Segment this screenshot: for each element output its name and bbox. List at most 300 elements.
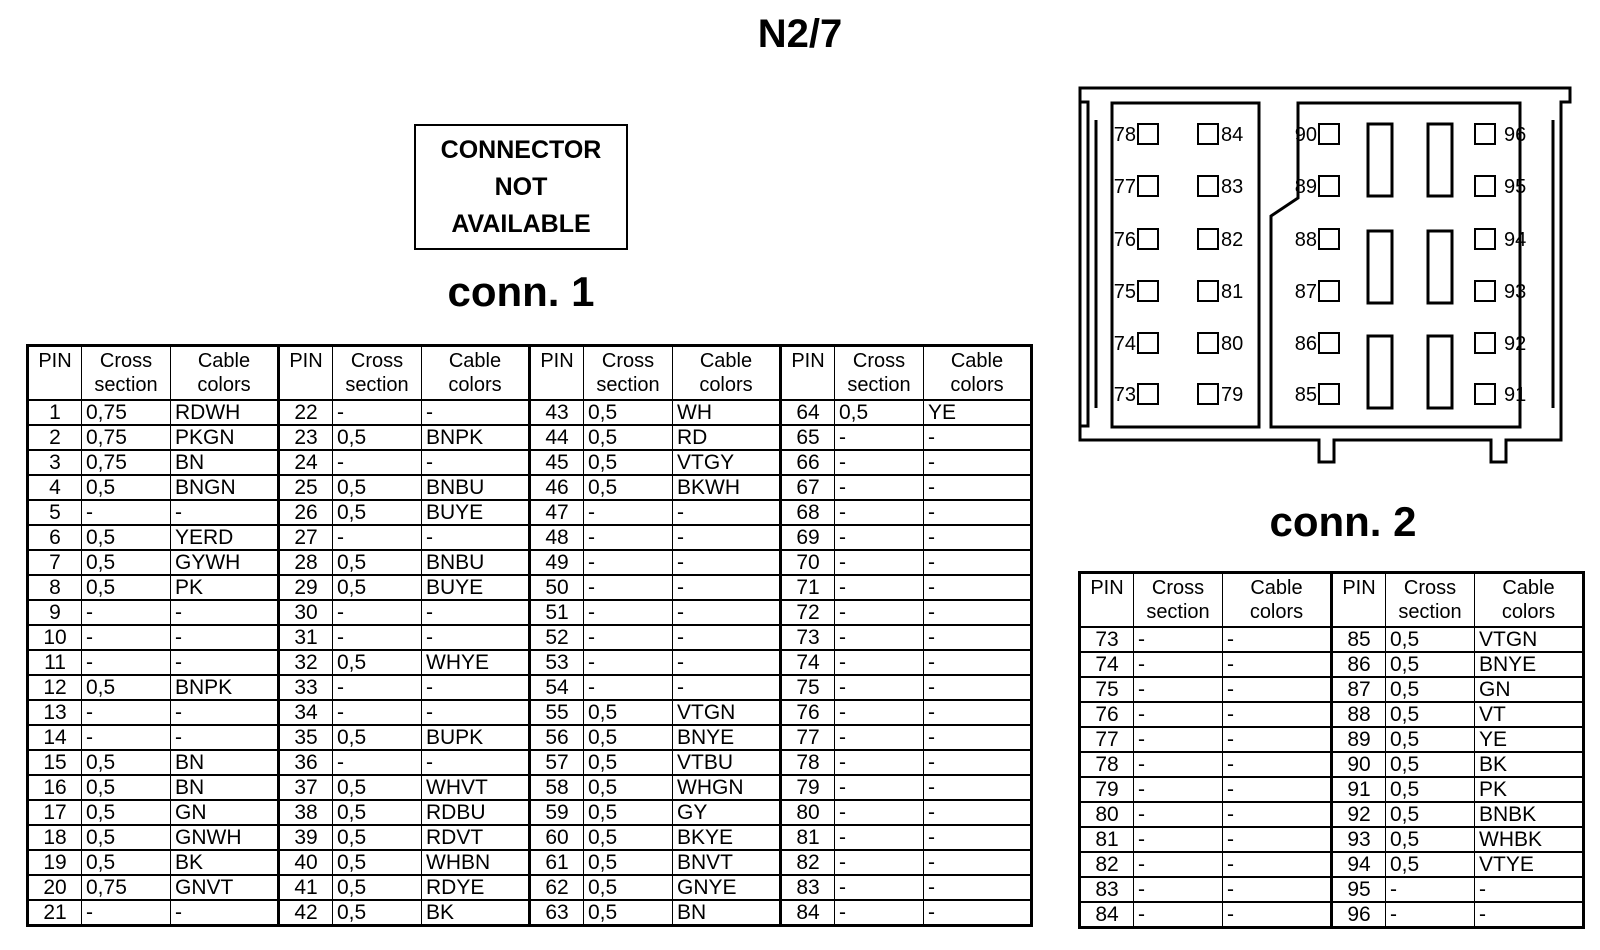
cable-color-cell: - <box>924 425 1032 450</box>
pin-number-cell: 95 <box>1332 877 1386 902</box>
cable-color-cell: - <box>1223 752 1332 777</box>
table-row <box>28 475 1032 500</box>
pin-slot-channel <box>1428 231 1452 303</box>
pin-slot-channel <box>1428 124 1452 196</box>
pin-number-cell: 16 <box>28 775 82 800</box>
pin-socket <box>1198 176 1218 196</box>
cable-color-cell: GNYE <box>673 875 781 900</box>
conn1-pin-table <box>26 344 1033 927</box>
cross-section-cell: - <box>333 675 422 700</box>
cable-color-cell: BN <box>171 775 279 800</box>
cable-color-cell: - <box>924 500 1032 525</box>
cable-colors-header: Cable colors <box>673 346 781 401</box>
cable-color-cell: WHVT <box>422 775 530 800</box>
cross-section-cell: 0,5 <box>82 800 171 825</box>
cross-section-cell: - <box>1134 627 1223 652</box>
cross-section-cell: - <box>82 500 171 525</box>
table-row <box>28 625 1032 650</box>
cable-color-cell: - <box>171 600 279 625</box>
table-row <box>28 775 1032 800</box>
cable-color-cell: BK <box>171 850 279 875</box>
cross-section-cell: 0,75 <box>82 450 171 475</box>
pin-number-cell: 28 <box>279 550 333 575</box>
pin-number-cell: 77 <box>781 725 835 750</box>
pin-number-cell: 74 <box>781 650 835 675</box>
cable-color-cell: RDWH <box>171 400 279 425</box>
cross-section-cell: - <box>1134 777 1223 802</box>
cable-color-cell: BNBK <box>1475 802 1584 827</box>
cross-section-cell: 0,5 <box>82 675 171 700</box>
table-row <box>28 650 1032 675</box>
cable-color-cell: GNWH <box>171 825 279 850</box>
pin-number-cell: 86 <box>1332 652 1386 677</box>
pin-number-cell: 89 <box>1332 727 1386 752</box>
table-header-row <box>1080 573 1584 628</box>
pin-number-cell: 47 <box>530 500 584 525</box>
cross-section-cell: 0,5 <box>333 850 422 875</box>
pin-label: 86 <box>1294 333 1317 355</box>
pin-number-cell: 96 <box>1332 902 1386 928</box>
cable-color-cell: - <box>673 650 781 675</box>
cable-color-cell: - <box>924 650 1032 675</box>
pin-number-cell: 80 <box>1080 802 1134 827</box>
cross-section-header: Cross section <box>82 346 171 401</box>
pin-number-cell: 79 <box>1080 777 1134 802</box>
cross-section-header: Cross section <box>835 346 924 401</box>
cross-section-cell: 0,5 <box>1386 852 1475 877</box>
pin-label: 79 <box>1221 384 1244 406</box>
pin-number-cell: 56 <box>530 725 584 750</box>
cable-color-cell: - <box>924 850 1032 875</box>
cable-color-cell: - <box>924 625 1032 650</box>
cable-color-cell: - <box>1223 877 1332 902</box>
cross-section-cell: 0,5 <box>82 475 171 500</box>
table-row <box>28 525 1032 550</box>
pin-number-cell: 78 <box>1080 752 1134 777</box>
pin-number-cell: 5 <box>28 500 82 525</box>
cable-color-cell: - <box>171 500 279 525</box>
cross-section-cell: 0,5 <box>333 800 422 825</box>
pin-socket <box>1475 384 1495 404</box>
cross-section-cell: - <box>835 775 924 800</box>
pin-number-cell: 30 <box>279 600 333 625</box>
table-row <box>1080 702 1584 727</box>
pin-socket <box>1198 229 1218 249</box>
pin-slot-channel <box>1368 336 1392 408</box>
cross-section-cell: 0,5 <box>584 475 673 500</box>
pin-number-cell: 36 <box>279 750 333 775</box>
pin-socket <box>1198 281 1218 301</box>
cable-color-cell: PKGN <box>171 425 279 450</box>
pin-number-cell: 81 <box>1080 827 1134 852</box>
cable-color-cell: - <box>673 600 781 625</box>
cable-color-cell: BN <box>171 450 279 475</box>
pin-label: 83 <box>1221 176 1244 198</box>
pin-label: 80 <box>1221 333 1244 355</box>
conn2-label: conn. 2 <box>1269 498 1417 545</box>
cable-color-cell: VTGN <box>673 700 781 725</box>
cable-color-cell: - <box>673 675 781 700</box>
pin-number-cell: 25 <box>279 475 333 500</box>
pin-number-cell: 67 <box>781 475 835 500</box>
pin-number-cell: 35 <box>279 725 333 750</box>
cross-section-cell: 0,5 <box>584 875 673 900</box>
table-row <box>1080 627 1584 652</box>
cable-color-cell: BNGN <box>171 475 279 500</box>
pin-socket <box>1138 229 1158 249</box>
cable-color-cell: - <box>924 700 1032 725</box>
cross-section-cell: 0,5 <box>1386 677 1475 702</box>
cable-color-cell: VTBU <box>673 750 781 775</box>
cross-section-cell: 0,5 <box>1386 727 1475 752</box>
pin-socket <box>1475 333 1495 353</box>
cross-section-cell: 0,5 <box>584 800 673 825</box>
cross-section-cell: - <box>1134 727 1223 752</box>
pin-header: PIN <box>530 346 584 401</box>
cable-color-cell: RDYE <box>422 875 530 900</box>
pin-socket <box>1475 229 1495 249</box>
cross-section-cell: - <box>1134 677 1223 702</box>
pin-socket <box>1198 333 1218 353</box>
pin-number-cell: 85 <box>1332 627 1386 652</box>
cross-section-cell: 0,75 <box>82 400 171 425</box>
pin-header: PIN <box>781 346 835 401</box>
cross-section-cell: - <box>333 525 422 550</box>
cross-section-cell: 0,5 <box>1386 652 1475 677</box>
pin-number-cell: 55 <box>530 700 584 725</box>
cross-section-cell: 0,5 <box>584 900 673 926</box>
table-row <box>1080 752 1584 777</box>
pin-block-right-outline <box>1271 103 1520 427</box>
pin-number-cell: 74 <box>1080 652 1134 677</box>
cross-section-cell: - <box>584 675 673 700</box>
cross-section-cell: - <box>82 900 171 926</box>
pin-number-cell: 73 <box>1080 627 1134 652</box>
cable-color-cell: - <box>1223 627 1332 652</box>
cable-color-cell: GYWH <box>171 550 279 575</box>
table-row <box>1080 727 1584 752</box>
cross-section-cell: 0,5 <box>584 725 673 750</box>
pin-socket <box>1138 176 1158 196</box>
cross-section-cell: 0,5 <box>333 775 422 800</box>
cable-color-cell: - <box>422 450 530 475</box>
cable-color-cell: - <box>673 525 781 550</box>
cable-color-cell: BUPK <box>422 725 530 750</box>
cross-section-cell: 0,5 <box>333 725 422 750</box>
cable-color-cell: - <box>171 725 279 750</box>
table-row <box>28 425 1032 450</box>
cross-section-cell: 0,5 <box>333 875 422 900</box>
pin-label: 75 <box>1113 281 1136 303</box>
pin-number-cell: 21 <box>28 900 82 926</box>
cross-section-cell: - <box>333 700 422 725</box>
cross-section-cell: - <box>1386 902 1475 928</box>
pin-number-cell: 81 <box>781 825 835 850</box>
cable-color-cell: - <box>924 600 1032 625</box>
cross-section-cell: - <box>333 750 422 775</box>
pin-label: 78 <box>1113 124 1136 146</box>
cable-color-cell: WH <box>673 400 781 425</box>
pin-socket <box>1198 384 1218 404</box>
cross-section-cell: - <box>835 900 924 926</box>
pin-header: PIN <box>1332 573 1386 628</box>
cable-color-cell: BNYE <box>673 725 781 750</box>
pin-number-cell: 82 <box>1080 852 1134 877</box>
pin-number-cell: 10 <box>28 625 82 650</box>
connector-pin-layout <box>1114 124 1527 406</box>
cross-section-cell: - <box>835 700 924 725</box>
pin-number-cell: 6 <box>28 525 82 550</box>
cable-color-cell: - <box>924 800 1032 825</box>
housing-side-rib <box>1096 120 1553 408</box>
pin-number-cell: 12 <box>28 675 82 700</box>
cross-section-cell: - <box>584 550 673 575</box>
cross-section-cell: 0,5 <box>333 650 422 675</box>
cable-color-cell: - <box>924 725 1032 750</box>
cable-color-cell: - <box>171 700 279 725</box>
cable-color-cell: - <box>422 400 530 425</box>
pin-number-cell: 46 <box>530 475 584 500</box>
cross-section-cell: 0,75 <box>82 875 171 900</box>
cross-section-cell: 0,5 <box>1386 702 1475 727</box>
cable-color-cell: - <box>924 825 1032 850</box>
table-row <box>28 850 1032 875</box>
pin-number-cell: 40 <box>279 850 333 875</box>
cross-section-cell: - <box>584 525 673 550</box>
cross-section-cell: - <box>835 525 924 550</box>
cross-section-cell: - <box>1134 902 1223 928</box>
cable-color-cell: - <box>924 550 1032 575</box>
table-row <box>28 600 1032 625</box>
page-title: N2/7 <box>757 12 843 56</box>
cable-color-cell: BNVT <box>673 850 781 875</box>
pin-label: 84 <box>1221 124 1244 146</box>
cross-section-cell: - <box>82 650 171 675</box>
cross-section-cell: 0,5 <box>82 525 171 550</box>
cable-color-cell: RDBU <box>422 800 530 825</box>
cable-color-cell: - <box>422 675 530 700</box>
cable-color-cell: BNPK <box>422 425 530 450</box>
pin-number-cell: 33 <box>279 675 333 700</box>
pin-number-cell: 20 <box>28 875 82 900</box>
pin-number-cell: 43 <box>530 400 584 425</box>
table-row <box>1080 852 1584 877</box>
pin-number-cell: 58 <box>530 775 584 800</box>
pin-number-cell: 50 <box>530 575 584 600</box>
cable-color-cell: BN <box>171 750 279 775</box>
cross-section-cell: - <box>835 750 924 775</box>
cable-color-cell: VTGN <box>1475 627 1584 652</box>
cable-color-cell: VT <box>1475 702 1584 727</box>
pin-number-cell: 77 <box>1080 727 1134 752</box>
cross-section-cell: 0,75 <box>82 425 171 450</box>
pin-number-cell: 57 <box>530 750 584 775</box>
cable-colors-header: Cable colors <box>422 346 530 401</box>
pin-label: 96 <box>1504 124 1527 146</box>
table-row <box>28 550 1032 575</box>
cable-color-cell: YE <box>924 400 1032 425</box>
pin-label: 76 <box>1113 229 1136 251</box>
pin-socket <box>1319 384 1339 404</box>
pin-number-cell: 63 <box>530 900 584 926</box>
cross-section-cell: 0,5 <box>333 475 422 500</box>
cable-color-cell: - <box>1223 777 1332 802</box>
cable-color-cell: BNBU <box>422 550 530 575</box>
pin-slot-channel <box>1368 231 1392 303</box>
cross-section-cell: - <box>1134 827 1223 852</box>
pin-number-cell: 91 <box>1332 777 1386 802</box>
cable-color-cell: - <box>673 575 781 600</box>
cable-color-cell: YE <box>1475 727 1584 752</box>
cross-section-cell: - <box>835 425 924 450</box>
cable-color-cell: BNYE <box>1475 652 1584 677</box>
pin-number-cell: 70 <box>781 550 835 575</box>
cross-section-cell: - <box>333 450 422 475</box>
cross-section-cell: 0,5 <box>82 575 171 600</box>
pin-number-cell: 76 <box>1080 702 1134 727</box>
cross-section-header: Cross section <box>584 346 673 401</box>
pin-number-cell: 68 <box>781 500 835 525</box>
pin-number-cell: 17 <box>28 800 82 825</box>
pin-label: 82 <box>1221 229 1244 251</box>
pin-number-cell: 59 <box>530 800 584 825</box>
pin-number-cell: 13 <box>28 700 82 725</box>
cable-color-cell: BKWH <box>673 475 781 500</box>
connector-not-available-box <box>414 124 628 250</box>
table-row <box>28 875 1032 900</box>
pin-header: PIN <box>28 346 82 401</box>
pin-number-cell: 72 <box>781 600 835 625</box>
pin-number-cell: 52 <box>530 625 584 650</box>
cable-color-cell: GN <box>1475 677 1584 702</box>
table-row <box>28 725 1032 750</box>
pin-number-cell: 83 <box>1080 877 1134 902</box>
pin-label: 95 <box>1504 176 1527 198</box>
pin-socket <box>1138 124 1158 144</box>
cross-section-cell: - <box>835 825 924 850</box>
pin-socket <box>1319 229 1339 249</box>
pin-number-cell: 78 <box>781 750 835 775</box>
table-row <box>28 675 1032 700</box>
cable-color-cell: WHGN <box>673 775 781 800</box>
pin-number-cell: 79 <box>781 775 835 800</box>
pin-number-cell: 41 <box>279 875 333 900</box>
cable-color-cell: - <box>422 750 530 775</box>
cross-section-cell: 0,5 <box>333 425 422 450</box>
cable-color-cell: - <box>1475 877 1584 902</box>
cross-section-cell: 0,5 <box>584 450 673 475</box>
pin-number-cell: 93 <box>1332 827 1386 852</box>
table-row <box>1080 777 1584 802</box>
cable-color-cell: - <box>924 525 1032 550</box>
pin-number-cell: 84 <box>1080 902 1134 928</box>
cable-color-cell: - <box>924 450 1032 475</box>
pin-number-cell: 24 <box>279 450 333 475</box>
cable-color-cell: BNBU <box>422 475 530 500</box>
cable-color-cell: - <box>924 875 1032 900</box>
cable-color-cell: - <box>422 525 530 550</box>
cross-section-cell: - <box>584 575 673 600</box>
pin-socket <box>1475 281 1495 301</box>
cross-section-cell: 0,5 <box>584 825 673 850</box>
cross-section-cell: - <box>82 625 171 650</box>
pin-socket <box>1198 124 1218 144</box>
pin-number-cell: 65 <box>781 425 835 450</box>
pin-number-cell: 82 <box>781 850 835 875</box>
pin-socket <box>1475 124 1495 144</box>
pin-number-cell: 62 <box>530 875 584 900</box>
cross-section-cell: - <box>82 600 171 625</box>
cable-color-cell: - <box>673 550 781 575</box>
cable-color-cell: BKYE <box>673 825 781 850</box>
cross-section-cell: 0,5 <box>82 775 171 800</box>
pin-socket <box>1138 333 1158 353</box>
pin-number-cell: 48 <box>530 525 584 550</box>
cable-color-cell: WHBK <box>1475 827 1584 852</box>
pin-block-left-outline <box>1112 103 1259 427</box>
cable-color-cell: GY <box>673 800 781 825</box>
cross-section-cell: 0,5 <box>333 550 422 575</box>
pin-number-cell: 32 <box>279 650 333 675</box>
pin-number-cell: 22 <box>279 400 333 425</box>
pin-label: 91 <box>1504 384 1527 406</box>
cable-color-cell: - <box>422 600 530 625</box>
table-row <box>28 750 1032 775</box>
pin-number-cell: 1 <box>28 400 82 425</box>
cross-section-cell: - <box>333 600 422 625</box>
cross-section-cell: - <box>835 500 924 525</box>
pin-number-cell: 94 <box>1332 852 1386 877</box>
pin-number-cell: 64 <box>781 400 835 425</box>
pin-number-cell: 23 <box>279 425 333 450</box>
cross-section-cell: - <box>82 725 171 750</box>
cross-section-cell: - <box>835 875 924 900</box>
cable-color-cell: - <box>924 775 1032 800</box>
pin-number-cell: 76 <box>781 700 835 725</box>
pin-number-cell: 87 <box>1332 677 1386 702</box>
cable-color-cell: RDVT <box>422 825 530 850</box>
pin-label: 90 <box>1294 124 1317 146</box>
cross-section-cell: 0,5 <box>584 425 673 450</box>
cable-color-cell: - <box>171 625 279 650</box>
cable-color-cell: - <box>924 575 1032 600</box>
cross-section-cell: 0,5 <box>584 775 673 800</box>
cross-section-cell: 0,5 <box>1386 752 1475 777</box>
pin-number-cell: 80 <box>781 800 835 825</box>
cable-color-cell: RD <box>673 425 781 450</box>
cable-color-cell: - <box>1223 702 1332 727</box>
pin-label: 89 <box>1294 176 1317 198</box>
cable-color-cell: BUYE <box>422 575 530 600</box>
cable-color-cell: - <box>1223 902 1332 928</box>
pin-number-cell: 38 <box>279 800 333 825</box>
table-row <box>28 400 1032 425</box>
cross-section-cell: - <box>1134 802 1223 827</box>
cable-color-cell: - <box>1223 727 1332 752</box>
cable-colors-header: Cable colors <box>171 346 279 401</box>
cable-color-cell: YERD <box>171 525 279 550</box>
pin-socket <box>1319 281 1339 301</box>
pin-number-cell: 69 <box>781 525 835 550</box>
cross-section-cell: - <box>835 600 924 625</box>
table-row <box>28 900 1032 926</box>
table-header-row <box>28 346 1032 401</box>
cable-color-cell: BK <box>422 900 530 926</box>
table-row <box>1080 827 1584 852</box>
pin-number-cell: 42 <box>279 900 333 926</box>
cable-color-cell: - <box>1223 852 1332 877</box>
cross-section-cell: - <box>835 800 924 825</box>
